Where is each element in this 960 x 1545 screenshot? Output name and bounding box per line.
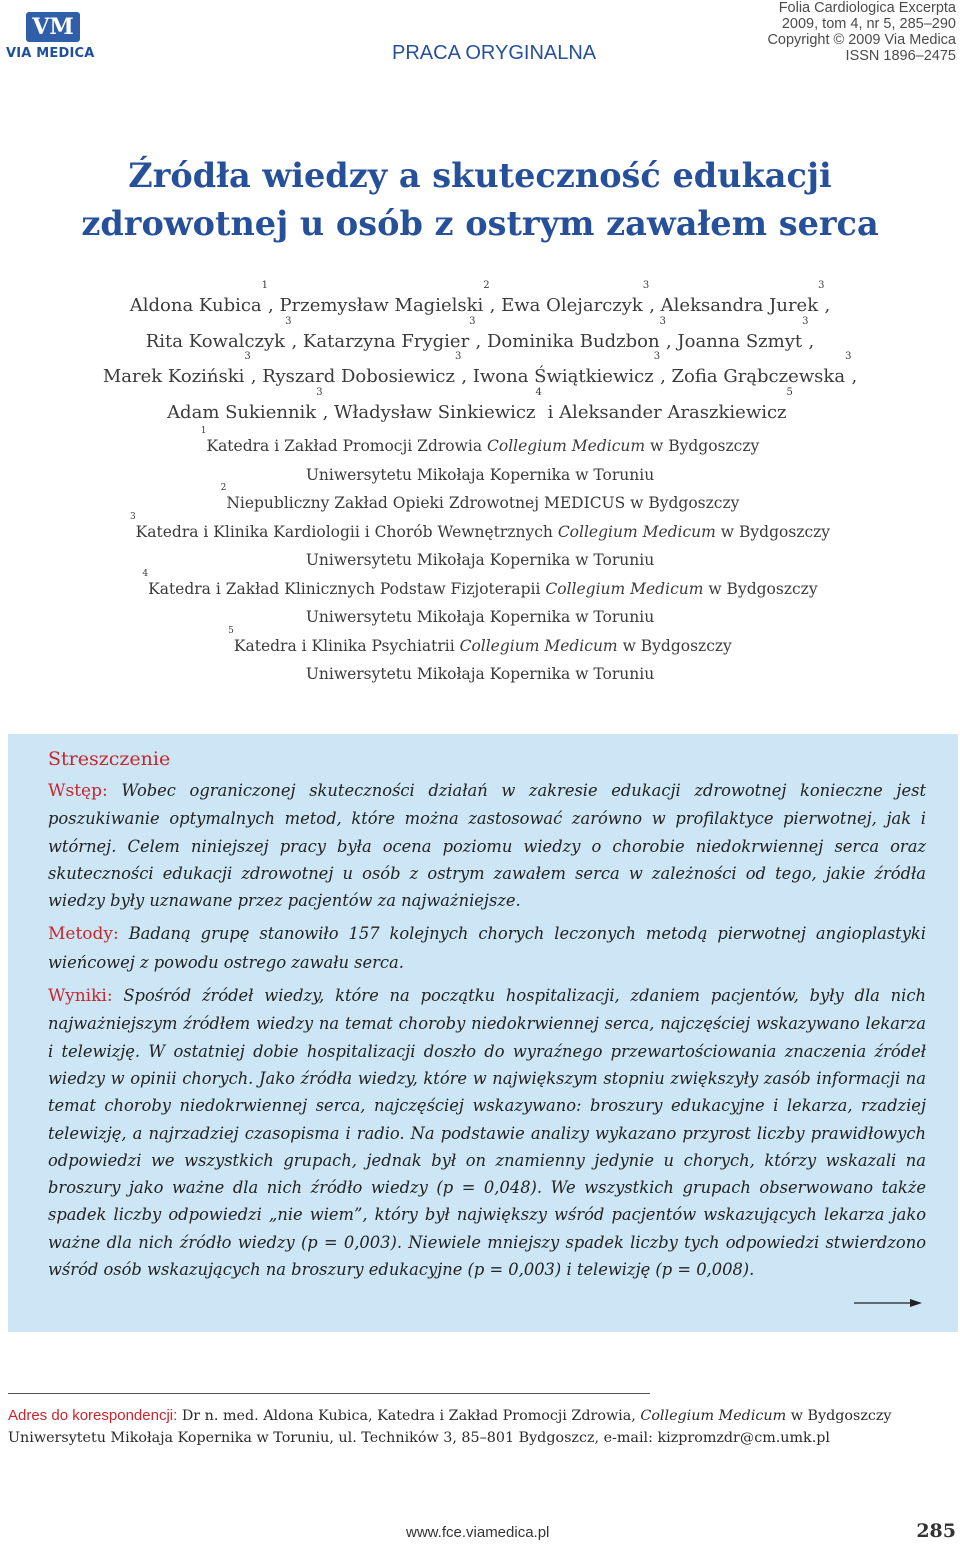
affiliation-4-line2: Uniwersytetu Mikołaja Kopernika w Toruniu bbox=[305, 608, 655, 626]
abstract-methods bbox=[48, 920, 926, 976]
author-name: Przemysław Magielski bbox=[279, 295, 484, 316]
affiliation-3-line2: Uniwersytetu Mikołaja Kopernika w Toruniu bbox=[305, 551, 655, 569]
author-name: Zofia Grąbczewska bbox=[671, 366, 846, 387]
author-name: Katarzyna Frygier bbox=[302, 330, 470, 352]
correspondence-label: Adres do korespondencji: bbox=[8, 1407, 178, 1424]
author-name: Marek Koziński bbox=[102, 366, 245, 387]
affiliation-ref: 4 bbox=[535, 386, 542, 398]
methods-text: Badaną grupę stanowiło 157 kolejnych chorych leczonych metodą pierwotnej angioplastyki wieńcowej z powodu ostrego zawału serca. bbox=[48, 924, 926, 972]
results-text: Spośród źródeł wiedzy, które na początku hospitalizacji, zdaniem pacjentów, były dla nich najważniejszym źródłem wiedzy na temat choroby niedokrwiennej serca, najczęściej wskazywano lekarza i telewizję. W ostatniej dobie hospitalizacji doszło do wyraźnego przewartościowania znaczenia źródeł wiedzy w opinii chorych. Jako źródła wiedzy, które w największym stopniu zwiększyły zasób informacji na temat choroby niedokrwiennej serca, najczęściej wskazywano: broszury edukacyjne i lekarza, rzadziej telewizję, a najrzadziej czasopisma i radio. Na podstawie analizy wykazano przyrost liczby prawidłowych odpowiedzi we wszystkich grupach, jednak był on znamienny jedynie u chorych, którzy wskazali na broszury jako ważne dla nich źródło wiedzy (p = 0,048). We wszystkich grupach obserwowano także spadek liczby odpowiedzi „nie wiem”, który był największy wśród pacjentów wskazujących lekarza jako ważne dla nich źródło wiedzy (p = 0,003). Niewiele mniejszy spadek liczby tych odpowiedzi stwierdzono wśród osób wskazujących na broszury edukacyjne (p = 0,003) i telewizję (p = 0,008). bbox=[48, 986, 926, 1280]
author-list bbox=[0, 280, 960, 430]
abstract-results bbox=[48, 982, 926, 1283]
author-name: Ewa Olejarczyk bbox=[501, 295, 643, 316]
methods-label: Metody: bbox=[48, 924, 119, 945]
affiliation-ref: 3 bbox=[469, 315, 476, 327]
title-line: zdrowotnej u osób z ostrym zawałem serca bbox=[81, 204, 879, 243]
author-name: Aldona Kubica bbox=[129, 295, 262, 316]
affiliation-4: $^4$Katedra i Zakład Klinicznych Podstaw Fizjoterapii Collegium Medicum w Bydgoszczy bbox=[142, 568, 818, 598]
author-name: Aleksander Araszkiewicz bbox=[559, 401, 787, 423]
affiliation-list bbox=[0, 426, 960, 689]
introduction-text: Wobec ograniczonej skuteczności działań w zakresie edukacji zdrowotnej konieczne jest poszukiwanie optymalnych metod, które można zastosować zarówno w profilaktyce pierwotnej, jak i wtórnej. Celem niniejszej pracy była ocena poziomu wiedzy o chorobie niedokrwiennej serca oraz skuteczności edukacji zdrowotnej u osób z ostrym zawałem serca w zależności od tego, jakie źródła wiedzy były uznawane przez pacjentów za najważniejsze. bbox=[48, 781, 926, 911]
affiliation-ref: 5 bbox=[786, 386, 793, 398]
affiliation-ref: 3 bbox=[818, 280, 825, 291]
results-label: Wyniki: bbox=[48, 986, 113, 1007]
author-name: Iwona Świątkiewicz bbox=[472, 366, 654, 387]
journal-issue: 2009, tom 4, nr 5, 285–290 bbox=[781, 16, 956, 32]
affiliation-ref: 3 bbox=[659, 315, 666, 327]
affiliation-ref: 3 bbox=[802, 315, 809, 327]
affiliation-ref: 3 bbox=[845, 351, 852, 362]
affiliation-ref: 2 bbox=[483, 280, 490, 291]
author-connector: i bbox=[547, 401, 554, 423]
affiliation-1: $^1$Katedra i Zakład Promocji Zdrowia Collegium Medicum w Bydgoszczy bbox=[200, 426, 760, 455]
affiliation-ref: 3 bbox=[244, 351, 251, 362]
journal-copyright: Copyright © 2009 Via Medica bbox=[767, 32, 956, 48]
author-name: Dominika Budzbon bbox=[487, 330, 660, 352]
author-name: Adam Sukiennik bbox=[167, 401, 317, 423]
journal-website: www.fce.viamedica.pl bbox=[406, 1524, 550, 1541]
author-name: Władysław Sinkiewicz bbox=[334, 401, 536, 423]
abstract-box bbox=[8, 734, 958, 1332]
page-number: 285 bbox=[916, 1520, 956, 1542]
affiliation-5: $^5$Katedra i Klinika Psychiatrii Collegium Medicum w Bydgoszczy bbox=[228, 625, 732, 655]
affiliation-5-line2: Uniwersytetu Mikołaja Kopernika w Toruniu bbox=[305, 665, 655, 683]
arrow-right-icon bbox=[854, 1298, 922, 1308]
introduction-label: Wstęp: bbox=[48, 781, 108, 801]
author-line: Rita Kowalczyk$^3$, Katarzyna Frygier$^3$, Dominika Budzbon$^3$, Joanna Szmyt$^3$, bbox=[145, 315, 815, 352]
footnote-divider bbox=[8, 1393, 650, 1394]
affiliation-ref: 3 bbox=[454, 351, 462, 362]
author-name: Aleksandra Jurek bbox=[660, 295, 819, 316]
correspondence-line: Uniwersytetu Mikołaja Kopernika w Toruniu, ul. Techników 3, 85–801 Bydgoszcz, e-mail: kizpromzdr@cm.umk.pl bbox=[8, 1430, 830, 1446]
author-line: Marek Koziński$^3$, Ryszard Dobosiewicz$^3$, Iwona Świątkiewicz$^3$, Zofia Grąbczewska$^3$, bbox=[102, 351, 858, 387]
affiliation-1-line2: Uniwersytetu Mikołaja Kopernika w Toruniu bbox=[305, 465, 655, 484]
affiliation-ref: 3 bbox=[285, 315, 292, 327]
author-name: Joanna Szmyt bbox=[677, 330, 803, 352]
article-type-label: PRACA ORYGINALNA bbox=[392, 42, 597, 64]
affiliation-ref: 3 bbox=[642, 280, 650, 291]
author-line: Aldona Kubica$^1$, Przemysław Magielski$^2$, Ewa Olejarczyk$^3$, Aleksandra Jurek$^3$, bbox=[129, 280, 831, 316]
abstract-heading: Streszczenie bbox=[48, 748, 171, 770]
vm-logo-icon: VM bbox=[26, 12, 80, 42]
affiliation-3: $^3$Katedra i Klinika Kardiologii i Chorób Wewnętrznych Collegium Medicum w Bydgoszczy bbox=[129, 511, 831, 541]
affiliation-ref: 1 bbox=[261, 280, 269, 291]
journal-info bbox=[767, 0, 956, 64]
correspondence-address bbox=[8, 1405, 953, 1449]
affiliation-2: $^2$Niepubliczny Zakład Opieki Zdrowotnej MEDICUS w Bydgoszczy bbox=[220, 483, 740, 512]
author-line: Adam Sukiennik$^3$, Władysław Sinkiewicz$^4$ i Aleksander Araszkiewicz$^5$ bbox=[167, 386, 793, 423]
author-name: Rita Kowalczyk bbox=[145, 330, 286, 352]
journal-name: Folia Cardiologica Excerpta bbox=[778, 0, 956, 16]
affiliation-ref: 3 bbox=[316, 386, 323, 398]
affiliation-ref: 3 bbox=[653, 351, 661, 362]
article-title bbox=[0, 152, 960, 248]
author-name: Ryszard Dobosiewicz bbox=[262, 366, 455, 387]
publisher-logo bbox=[6, 12, 106, 64]
publisher-name: VIA MEDICA bbox=[6, 46, 95, 61]
correspondence-line: Adres do korespondencji: Dr n. med. Aldona Kubica, Katedra i Zakład Promocji Zdrowia, Collegium Medicum w Bydgoszczy bbox=[8, 1407, 892, 1424]
abstract-introduction bbox=[48, 777, 926, 914]
journal-issn: ISSN 1896–2475 bbox=[845, 48, 956, 64]
title-line: Źródła wiedzy a skuteczność edukacji bbox=[128, 156, 832, 195]
